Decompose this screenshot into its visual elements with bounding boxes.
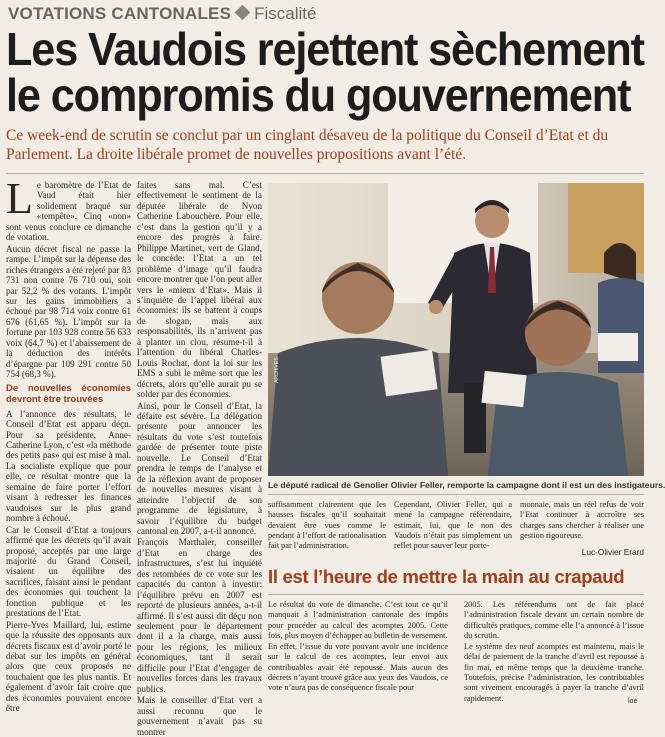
drop-cap: L	[6, 174, 33, 223]
author-byline: Luc-Olivier Erard	[581, 547, 644, 558]
sidebar-paragraph-2: En effet, l’issue du vote pouvant avoir une incidence sur le calcul de ces acomptes, leur envoi aux contribuables avait été repoussé. Mais aucun des décrets n’ayant trouvé grâce aux yeux des Vaudois, ce vote n’aura pas de conséquence fiscale pour	[268, 642, 448, 693]
col1-paragraph-4: Car le Conseil d’Etat a toujours affirmé que les décrets qu’il avait proposé, acceptés par une large majorité du Grand Conseil, visaient un équilibre des sacrifices, faisant ainsi le pendant des économies qui touchent la fonction publique et les prestations de l’Etat.	[6, 524, 131, 619]
article-column-1	[6, 174, 131, 714]
section-label: VOTATIONS CANTONALES	[8, 4, 232, 23]
article-column-2	[137, 180, 262, 737]
article-column-4	[394, 500, 512, 562]
col1-paragraph-2: Aucun décret fiscal ne passe la rampe. L’impôt sur la dépense des riches étrangers a été rejeté par 83 731 non contre 76 710 oui, soit par 52,2 % des votants. L’impôt sur les gains immobiliers a échoué par 98 714 voix contre 61 676 (61,65 %). L’impôt sur la fortune par 103 928 contre 56 633 voix (64,7 %) et l’abaissement de la déduction des intérêts d’épargne par 109 291 contre 50 754 (68,3 %).	[6, 243, 131, 380]
col5-text: monnaie, mais un réel refus de voir l’Etat continuer à accroître ses charges sans chercher à réaliser une gestion rigoureuse.	[520, 500, 644, 540]
divider	[6, 173, 644, 174]
sidebar-paragraph-3: 2005. Les référendums ont de fait placé l’administration fiscale devant un certain nombre de difficultés pratiques, comme elle l’a annoncé à l’issue du scrutin.	[464, 600, 644, 640]
headline-line-1: Les Vaudois rejettent sèchement	[6, 23, 644, 75]
signature: loe	[628, 698, 638, 705]
sidebar-paragraph-4: Le système des neuf acomptes est maintenu, mais le délai de paiement de la tranche d’avril est repoussé à fin mai, en même temps que la deuxième tranche. Toutefois, précise l’administration, les contribuables sont vivement encouragés à payer la tranche d’avril rapidement.	[464, 642, 644, 703]
col1-paragraph-1: Le baromètre de l’Etat de Vaud était hier solidement braqué sur «tempête». Cinq «non» sont venus conclure ce dimanche de votation.	[6, 174, 131, 243]
headline	[6, 23, 644, 121]
topic-label: Fiscalité	[254, 4, 317, 23]
col4-text: Cependant, Olivier Feller, qui a mené la campagne référendaire, estimait, lui, que le non des Vaudois n’était pas simplement un reflet pour sauver leur porte-	[394, 500, 512, 551]
col2-paragraph-4: Mais le conseiller d’Etat vert a aussi reconnu que le gouvernement n’avait pas su montrer	[137, 695, 262, 737]
col1-paragraph-3: A l’annonce des résultats, le Conseil d’Etat est apparu déçu. Pour sa présidente, Anne-Catherine Lyon, c’est «la méthode des petits pas» qui est mise à mal. La socialiste explique que pour elle, ce résultat montre que la semaine de faire porter l’effort visant à redresser les finances vaudoises sur le plus grand nombre à échoué.	[6, 408, 131, 524]
sidebar-column-1	[268, 600, 448, 708]
article-column-3	[268, 500, 386, 562]
col2-paragraph-2: Ainsi, pour le Conseil d’Etat, la défaite est sévère. La délégation présente pour annoncer les résultats du vote s’est toutefois gardée de présenter toute piste nouvelle. Le Conseil d’Etat prendra le temps de l’analyse et de la réflexion avant de proposer de nouvelles mesures visant à atteindre l’objectif de son programme de législature, à savoir l’équilibre du budget cantonal en 2007, a-t-il annoncé.	[137, 400, 262, 536]
headline-line-2: le compromis du gouvernement	[6, 69, 631, 121]
col2-paragraph-3: François Marthaler, conseiller d’Etat en charge des infrastructures, s’est lui inquiété des retombées de ce vote sur les capacités du canton à investir: l’équilibre prévu en 2007 est reporté de plusieurs années, a-t-il affirmé. Il s’est aussi dit déçu non seulement pour le département dont il a la charge, mais aussi pour les régions, les milieux économiques, tant il serait difficile pour l’Etat d’engager de nouvelles forces dans les travaux publics.	[137, 537, 262, 694]
intertitle: De nouvelles économies devront être trouvées	[6, 382, 131, 405]
sidebar-headline: Il est l’heure de mettre la main au crapaud	[268, 566, 625, 587]
lede: Ce week-end de scrutin se conclut par un cinglant désaveu de la politique du Conseil d’Etat et du Parlement. La droite libérale promet de nouvelles propositions avant l’été.	[6, 127, 609, 163]
col3-text: suffisamment clairement que les hausses fiscales qu’il souhaitait devaient être vues comme le pendant à l’effort de rationalisation fait par l’administration.	[268, 500, 386, 551]
news-photo	[268, 183, 644, 476]
photo-credit: ARCHIVES	[274, 357, 280, 383]
divider	[268, 594, 644, 595]
col2-paragraph-1: faites sans mal. C’est effectivement le sentiment de la députée libérale de Nyon Catherine Labouchère. Pour elle, c’est dans la gestion qu’il y a encore des progrès à faire. Philippe Martinet, vert de Gland, le concède: l’Etat a un tel problème d’image qu’il faudra encore montrer que l’on peut aller vers le «mieux d’Etat». Mais il s’inquiète de l’appel libéral aux économies: ils se battent à coups de slogan, mais aux responsabilités, ils n’arrivent pas à planter un clou, résume-t-il à l’attention du libéral Charles-Louis Rochat, dont la loi sur les EMS a subi le même sort que les décrets, alors qu’elle aurait pu se solder par des économies.	[137, 180, 262, 400]
photo-caption: Le député radical de Genolier Olivier Feller, remporte la campagne dont il est un des instigateurs.	[268, 480, 665, 490]
article-column-5	[520, 500, 644, 566]
diamond-icon	[235, 5, 251, 21]
col1-paragraph-5: Pierre-Yves Maillard, lui, estime que la réussite des opposants aux décrets fiscaux est d’avoir porté le débat sur les impôts en général alors que ceux proposés ne touchaient que les plus nantis. Et également d’avoir fait croire que des économies pouvaient encore être	[6, 619, 131, 714]
sidebar-paragraph-1: Le résultat du vote de dimanche. C’est tout ce qu’il manquait à l’administration cantonale des impôts pour procéder au calcul des acomptes 2005. Cette fois, plus moyen d’échapper au bulletin de versement.	[268, 600, 448, 640]
divider	[268, 494, 644, 495]
